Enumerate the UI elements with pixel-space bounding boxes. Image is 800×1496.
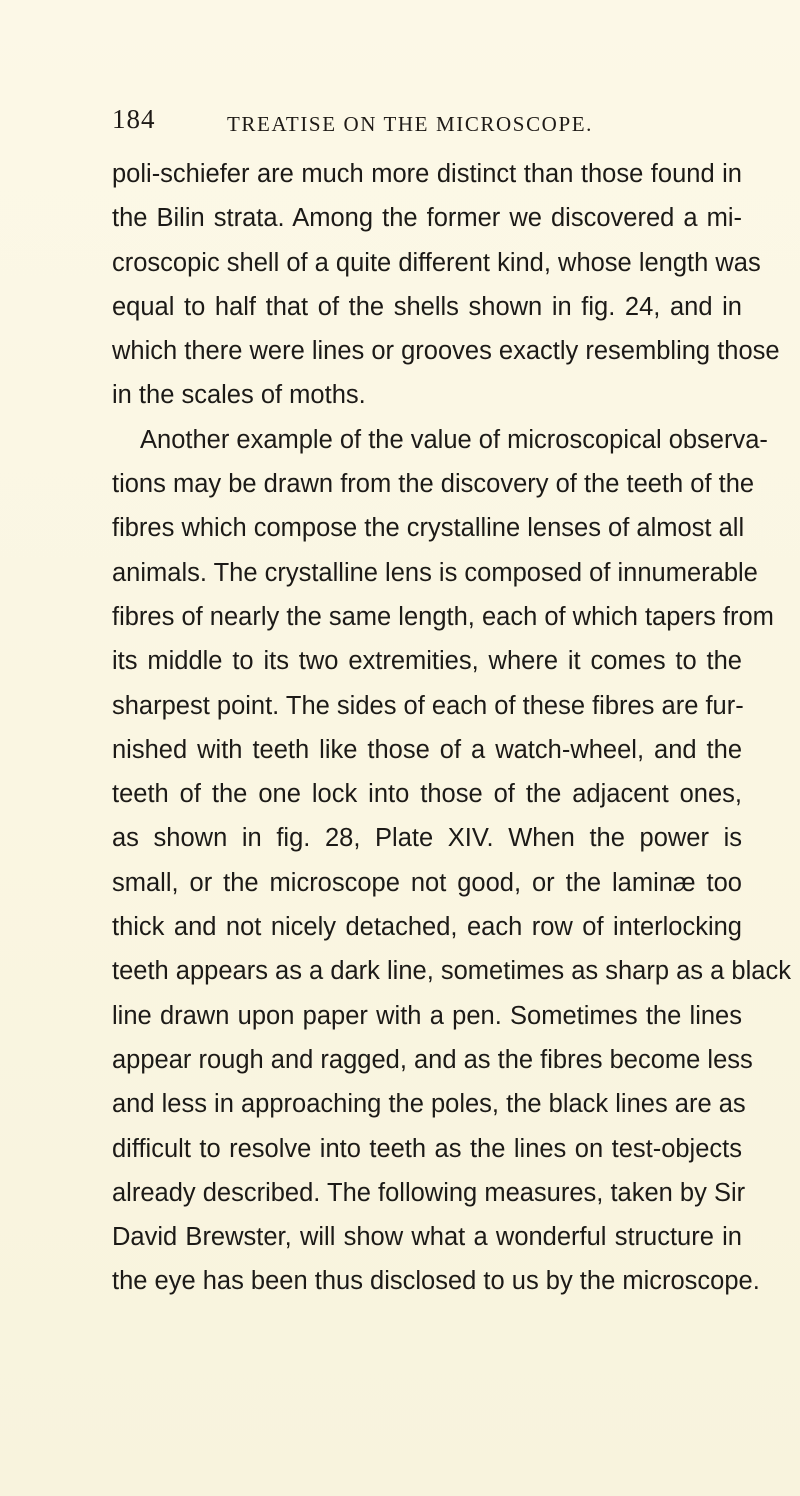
text-line: croscopic shell of a quite different kind, whose length was (112, 248, 761, 277)
text-line: nished with teeth like those of a watch-wheel, and the (112, 735, 742, 764)
text-line: teeth appears as a dark line, sometimes as sharp as a black (112, 957, 791, 986)
text-line: equal to half that of the shells shown in fig. 24, and in (112, 292, 742, 321)
text-line: line drawn upon paper with a pen. Sometimes the lines (112, 1001, 742, 1030)
text-line: David Brewster, will show what a wonderful structure in (112, 1223, 742, 1252)
text-line: as shown in fig. 28, Plate XIV. When the power is (112, 824, 742, 853)
body-text (112, 152, 791, 1304)
text-line: already described. The following measures, taken by Sir (112, 1178, 746, 1207)
text-line: the Bilin strata. Among the former we discovered a mi- (112, 204, 742, 233)
paragraph-start-line: Another example of the value of microscopical observa- (140, 425, 768, 454)
text-line: fibres which compose the crystalline lenses of almost all (112, 514, 745, 543)
page-number: 184 (112, 104, 156, 134)
text-line: and less in approaching the poles, the black lines are as (112, 1090, 746, 1119)
text-line: sharpest point. The sides of each of these fibres are fur- (112, 691, 744, 720)
text-line: poli-schiefer are much more distinct than those found in (112, 160, 742, 188)
text-line: its middle to its two extremities, where it comes to the (112, 647, 742, 676)
text-line: small, or the microscope not good, or the laminæ too (112, 868, 742, 897)
text-line: tions may be drawn from the discovery of the teeth of the (112, 470, 755, 499)
text-line: difficult to resolve into teeth as the lines on test-objects (112, 1134, 742, 1163)
text-line: the eye has been thus disclosed to us by the microscope. (112, 1267, 760, 1296)
text-line: teeth of the one lock into those of the adjacent ones, (112, 780, 742, 809)
page-header (112, 104, 732, 144)
text-line: fibres of nearly the same length, each of which tapers from (112, 602, 774, 631)
running-title: TREATISE ON THE MICROSCOPE. (227, 112, 594, 136)
text-line: in the scales of moths. (112, 381, 366, 410)
text-line: appear rough and ragged, and as the fibres become less (112, 1045, 753, 1074)
text-line: animals. The crystalline lens is composed of innumerable (112, 558, 758, 587)
text-line: which there were lines or grooves exactly resembling those (112, 337, 780, 366)
text-line: thick and not nicely detached, each row of interlocking (112, 913, 742, 942)
